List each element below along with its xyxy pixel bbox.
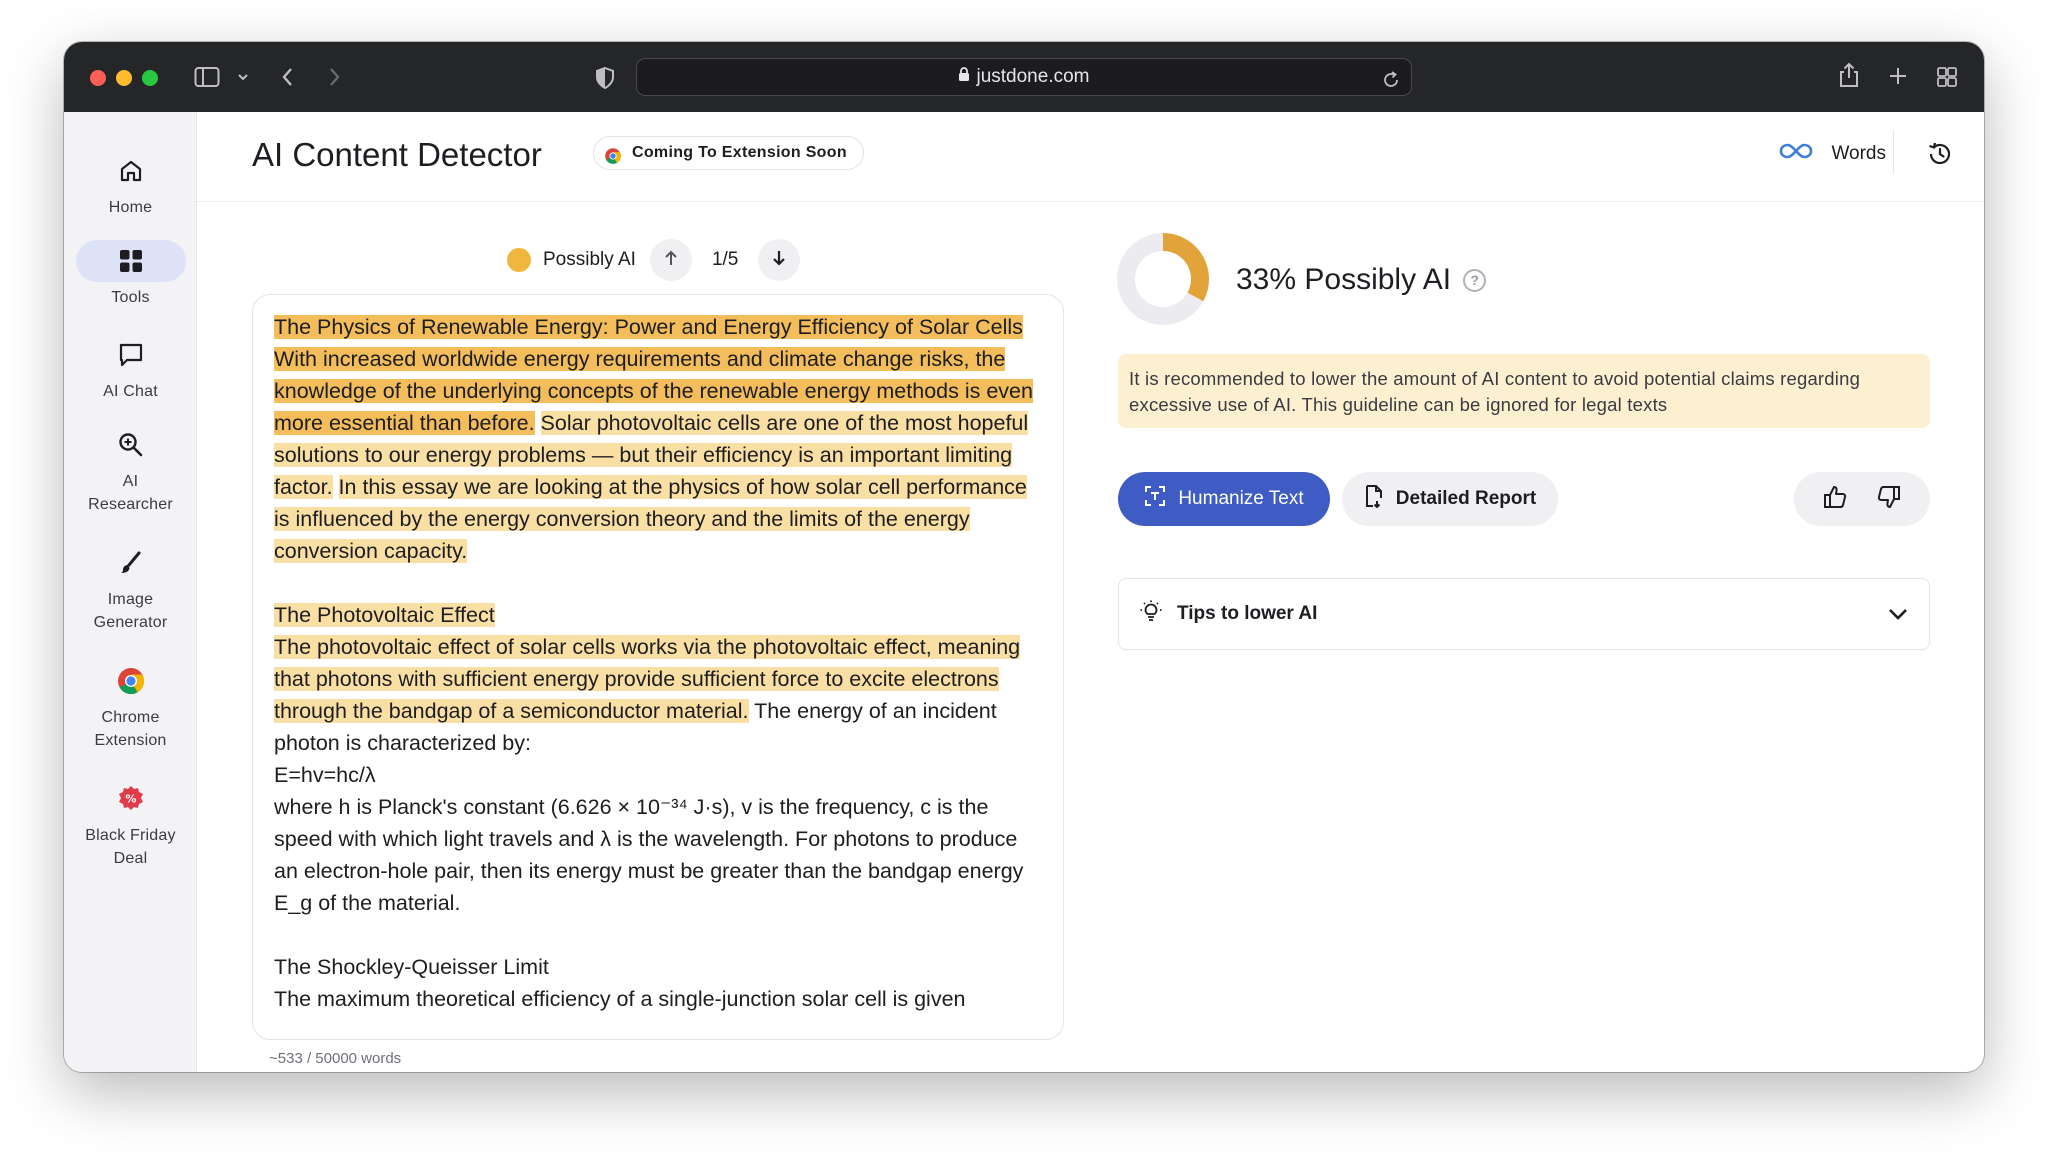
app-sidebar [64,112,197,1072]
sidebar-item-home[interactable] [64,150,197,219]
tips-accordion[interactable] [1118,578,1930,650]
tab-overview-icon[interactable] [1936,66,1958,88]
sidebar-item-image-generator[interactable] [64,542,197,634]
history-button[interactable] [1926,140,1954,173]
plain-text: The energy of an incident photon is characterized by: [274,699,997,755]
sidebar-item-label: Home [108,199,153,216]
status-dot [507,248,531,272]
browser-toolbar [64,42,1984,112]
status-text: Possibly AI [543,249,636,270]
words-label: Words [1831,143,1886,164]
detailed-report-button[interactable] [1342,472,1558,526]
back-icon[interactable] [280,66,296,88]
chevron-down-icon[interactable] [236,70,250,84]
extension-badge[interactable] [593,136,864,170]
next-segment-button[interactable] [758,239,800,281]
browser-window [64,42,1984,1072]
highlighted-segment[interactable]: In this essay we are looking at the physics of how solar cell performance is influenced by the energy conversion theory and the limits of the energy conversion capacity. [274,475,1027,563]
highlighted-segment[interactable]: The photovoltaic effect of solar cells works via the photovoltaic effect, meaning that photons with sufficient energy provide sufficient force to excite electrons through the bandgap of a semiconductor material. [274,635,1021,723]
feedback-buttons [1794,472,1930,526]
header-divider [1893,130,1894,174]
ai-score-gauge [1116,232,1210,331]
ai-score [1236,263,1486,297]
previous-segment-button[interactable] [650,239,692,281]
brush-icon [76,542,186,584]
segment-counter: 1/5 [711,249,739,270]
sidebar-toggle-icon[interactable] [194,66,220,88]
tips-label: Tips to lower AI [1177,603,1318,624]
plain-text: E=hv=hc/λ [274,763,376,787]
svg-text:%: % [124,792,137,806]
highlighted-segment[interactable]: With increased worldwide energy requirements and climate change risks, the knowledge of the underlying concepts of the renewable energy methods is even more essential than before. [274,347,1033,435]
thumbs-down-icon[interactable] [1876,484,1902,515]
close-window-button[interactable] [90,70,106,86]
arrow-up-icon [663,249,679,272]
chat-icon [76,334,186,376]
sidebar-item-label: AI Chat [103,383,158,400]
infinity-icon [1779,142,1813,166]
analyzed-text [253,295,1063,1015]
humanize-label: Humanize Text [1178,488,1304,509]
sidebar-item-label: Image Generator [93,591,168,631]
recommendation-notice: It is recommended to lower the amount of AI content to avoid potential claims regarding excessive use of AI. This guideline can be ignored for legal texts [1118,354,1930,428]
sidebar-item-label: Chrome Extension [94,709,167,749]
highlighted-segment[interactable]: The Photovoltaic Effect [274,603,495,627]
shield-icon[interactable] [594,66,616,90]
url-text: justdone.com [976,66,1090,88]
chrome-icon [76,660,186,702]
words-balance[interactable] [1779,142,1886,166]
plain-text: The Shockley-Queisser Limit [274,955,549,979]
extension-badge-label: Coming To Extension Soon [632,144,847,161]
help-icon[interactable]: ? [1463,269,1486,292]
new-tab-icon[interactable] [1888,66,1908,86]
sidebar-item-black-friday[interactable] [64,778,197,870]
text-editor[interactable] [252,294,1064,1040]
home-icon [76,150,186,192]
reload-icon[interactable] [1381,67,1401,103]
word-count: ~533 / 50000 words [269,1050,402,1067]
scan-text-icon [1144,485,1166,513]
chevron-down-icon [1885,601,1911,633]
score-text: 33% Possibly AI [1236,263,1452,296]
sidebar-item-label: AI Researcher [88,473,173,513]
page-title: AI Content Detector [252,136,542,173]
ai-segment-navigator [507,238,800,282]
highlighted-segment[interactable]: Solar photovoltaic cells are one of the most hopeful solutions to our energy problems — but their efficiency is an important limiting factor. [274,411,1029,499]
plain-text: where h is Planck's constant (6.626 × 10⁻³⁴ J·s), v is the frequency, c is the speed with which light travels and λ is the wavelength. For photons to produce an electron-hole pair, then its energy must be greater than the bandgap energy E_g of the material. [274,795,1024,915]
lightbulb-icon [1139,599,1163,629]
chrome-icon [604,145,622,177]
discount-badge-icon [76,778,186,820]
app-header [197,112,1984,202]
sidebar-item-label: Black Friday Deal [85,827,176,867]
sidebar-item-ai-researcher[interactable] [64,424,197,516]
ai-status-label [507,248,636,272]
sidebar-item-tools[interactable] [64,240,197,309]
zoom-window-button[interactable] [142,70,158,86]
grid-icon [76,240,186,282]
detailed-report-label: Detailed Report [1395,488,1537,509]
lock-icon [958,59,970,95]
minimize-window-button[interactable] [116,70,132,86]
plain-text: The maximum theoretical efficiency of a single-junction solar cell is given [274,987,966,1011]
sidebar-item-ai-chat[interactable] [64,334,197,403]
arrow-down-icon [771,249,787,272]
history-icon [1926,155,1954,172]
magnify-icon [76,424,186,466]
address-bar[interactable] [636,58,1412,96]
forward-icon[interactable] [326,66,342,88]
sidebar-item-chrome-extension[interactable] [64,660,197,752]
highlighted-segment[interactable]: The Physics of Renewable Energy: Power and Energy Efficiency of Solar Cells [274,315,1023,339]
document-icon [1364,484,1384,514]
sidebar-item-label: Tools [111,289,150,306]
share-icon[interactable] [1838,62,1860,88]
thumbs-up-icon[interactable] [1822,484,1848,515]
humanize-text-button[interactable] [1118,472,1330,526]
